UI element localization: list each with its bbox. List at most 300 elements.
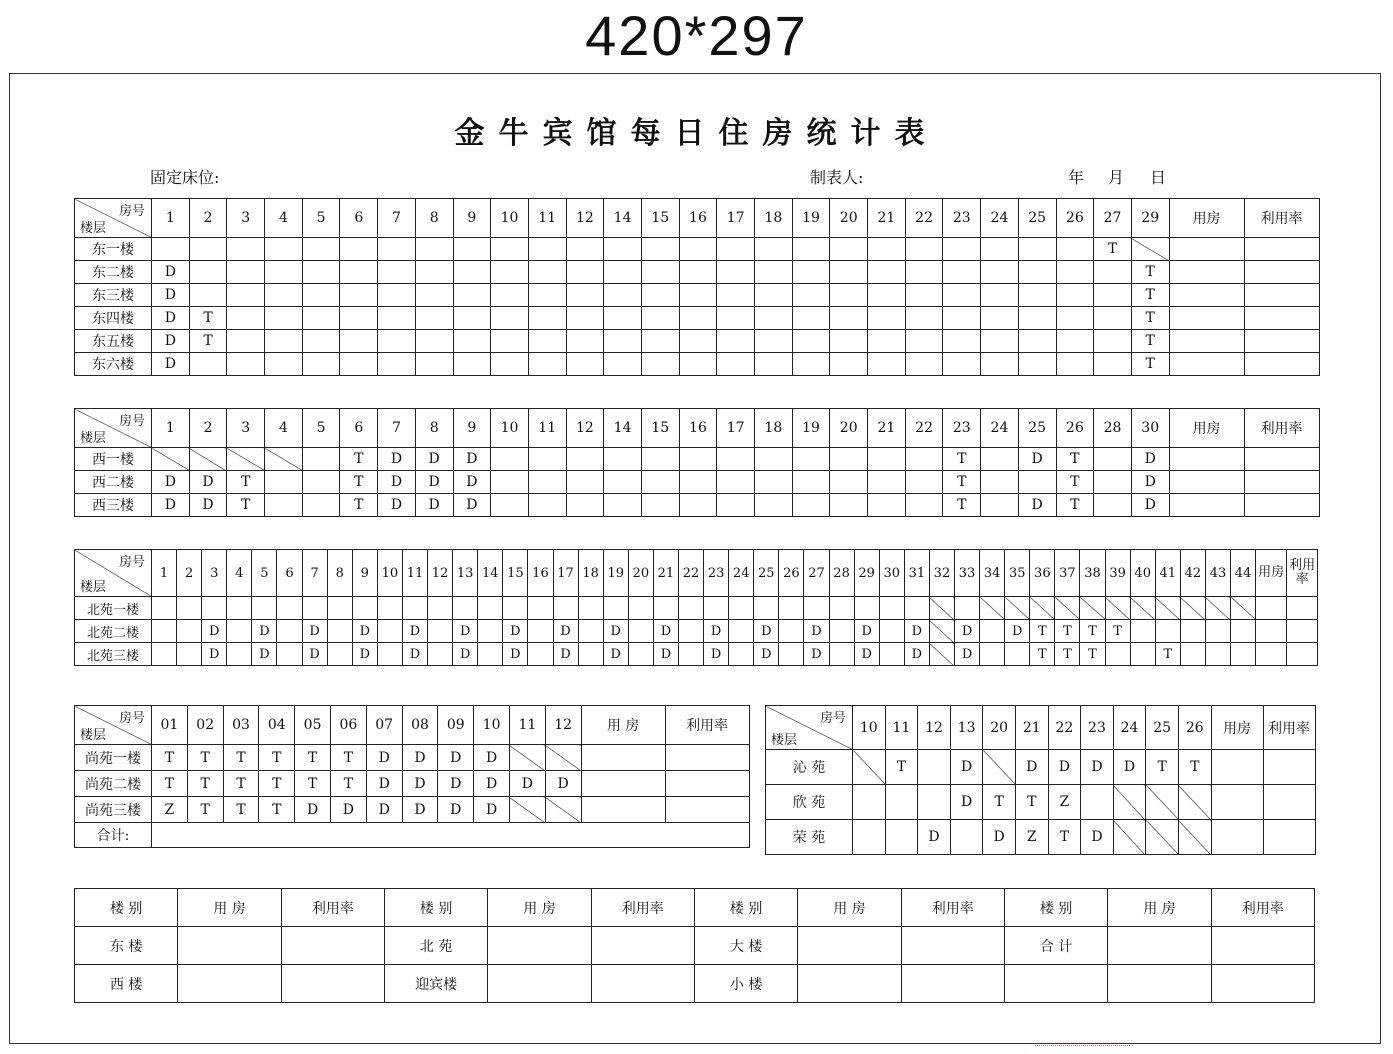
room-status-cell: T <box>1131 284 1169 307</box>
room-number-header: 17 <box>553 550 578 597</box>
room-status-cell <box>152 597 177 620</box>
room-number-header: 13 <box>950 706 983 750</box>
room-status-cell <box>604 353 642 376</box>
blocked-cell <box>509 745 545 771</box>
floor-name: 西三楼 <box>75 494 152 517</box>
room-status-cell <box>604 471 642 494</box>
table-row <box>766 750 1316 785</box>
summary-header-cell: 用 房 <box>1108 889 1211 927</box>
summary-cell <box>1211 965 1314 1003</box>
room-status-cell <box>302 284 340 307</box>
room-number-header: 11 <box>528 199 566 238</box>
room-status-cell: D <box>1081 820 1114 855</box>
table-row <box>75 797 750 823</box>
room-status-cell <box>566 330 604 353</box>
size-label: 420*297 <box>585 4 808 67</box>
summary-cell: 小 楼 <box>694 965 797 1003</box>
room-status-cell <box>981 353 1019 376</box>
room-status-cell <box>641 448 679 471</box>
room-status-cell <box>679 238 717 261</box>
room-status-cell: D <box>950 750 983 785</box>
room-number-header: 25 <box>1018 199 1056 238</box>
room-status-cell <box>415 353 453 376</box>
room-status-cell <box>792 471 830 494</box>
east-building-table <box>74 198 1320 376</box>
room-number-header: 28 <box>829 550 854 597</box>
room-number-header: 12 <box>566 409 604 448</box>
occupancy-rate-cell <box>1244 330 1319 353</box>
floor-label: 楼层 <box>80 431 107 446</box>
floor-name: 东一楼 <box>75 238 152 261</box>
room-status-cell <box>528 238 566 261</box>
room-status-cell <box>415 261 453 284</box>
blocked-cell <box>1055 597 1080 620</box>
room-status-cell <box>378 353 416 376</box>
room-status-cell <box>566 284 604 307</box>
room-status-cell <box>327 643 352 666</box>
room-status-cell <box>943 238 981 261</box>
rooms-used-cell <box>1169 238 1244 261</box>
room-status-cell <box>905 261 943 284</box>
room-status-cell <box>327 597 352 620</box>
room-status-cell <box>528 261 566 284</box>
summary-header-cell: 楼 别 <box>384 889 487 927</box>
room-number-header: 5 <box>302 409 340 448</box>
blocked-cell <box>1105 597 1130 620</box>
room-status-cell <box>227 597 252 620</box>
blocked-cell <box>545 797 581 823</box>
room-status-cell <box>641 284 679 307</box>
room-status-cell <box>302 494 340 517</box>
table-row <box>75 745 750 771</box>
room-status-cell <box>604 284 642 307</box>
table-row <box>75 238 1320 261</box>
summary-cell <box>1211 927 1314 965</box>
room-number-header: 38 <box>1080 550 1105 597</box>
room-status-cell: D <box>1015 750 1048 785</box>
room-status-cell <box>717 448 755 471</box>
room-status-cell: D <box>453 643 478 666</box>
floor-name: 东二楼 <box>75 261 152 284</box>
room-status-cell: D <box>653 620 678 643</box>
room-status-cell <box>453 597 478 620</box>
room-number-header: 14 <box>604 409 642 448</box>
room-number-header: 32 <box>929 550 954 597</box>
room-status-cell: T <box>227 494 265 517</box>
summary-cell <box>281 927 384 965</box>
room-status-cell <box>378 261 416 284</box>
room-status-cell: D <box>1131 448 1169 471</box>
room-status-cell <box>302 448 340 471</box>
room-status-cell <box>1205 643 1230 666</box>
room-number-header: 40 <box>1130 550 1155 597</box>
room-status-cell <box>604 238 642 261</box>
room-status-cell: T <box>1056 471 1094 494</box>
room-status-cell <box>604 494 642 517</box>
room-status-cell <box>905 307 943 330</box>
room-number-header: 19 <box>792 199 830 238</box>
blocked-cell <box>1178 820 1211 855</box>
rooms-used-cell <box>1211 820 1263 855</box>
room-status-cell <box>1094 261 1132 284</box>
room-number-header: 23 <box>943 199 981 238</box>
room-status-cell <box>868 471 906 494</box>
room-status-cell <box>905 353 943 376</box>
table-row <box>75 597 1318 620</box>
blocked-cell <box>1205 597 1230 620</box>
room-number-header: 05 <box>295 706 331 745</box>
room-status-cell <box>604 330 642 353</box>
room-status-cell <box>177 643 202 666</box>
room-number-header: 20 <box>830 199 868 238</box>
room-status-cell <box>755 471 793 494</box>
room-status-cell <box>1056 307 1094 330</box>
room-status-cell <box>302 471 340 494</box>
blocked-cell <box>929 643 954 666</box>
room-status-cell <box>377 643 402 666</box>
room-status-cell: T <box>1131 353 1169 376</box>
room-status-cell <box>528 471 566 494</box>
room-status-cell <box>792 284 830 307</box>
room-status-cell <box>302 238 340 261</box>
room-status-cell <box>566 238 604 261</box>
room-number-header: 29 <box>854 550 879 597</box>
room-status-cell <box>578 620 603 643</box>
room-status-cell <box>717 238 755 261</box>
blocked-cell <box>1155 597 1180 620</box>
room-number-header: 16 <box>679 409 717 448</box>
floor-label: 楼层 <box>771 733 798 748</box>
room-status-cell <box>830 353 868 376</box>
room-status-cell <box>943 261 981 284</box>
room-status-cell <box>1056 330 1094 353</box>
table-row <box>766 785 1316 820</box>
room-status-cell: D <box>202 643 227 666</box>
room-status-cell <box>1094 330 1132 353</box>
room-status-cell <box>340 330 378 353</box>
summary-cell <box>901 927 1004 965</box>
room-status-cell <box>503 597 528 620</box>
room-number-header: 3 <box>202 550 227 597</box>
north-garden-table <box>74 549 1318 666</box>
room-status-cell: T <box>330 745 366 771</box>
room-number-header: 10 <box>853 706 886 750</box>
blocked-cell <box>1146 820 1179 855</box>
room-status-cell <box>755 494 793 517</box>
room-number-header: 23 <box>1081 706 1114 750</box>
room-status-cell <box>227 284 265 307</box>
room-number-header: 09 <box>438 706 474 745</box>
room-status-cell <box>1180 620 1205 643</box>
room-status-cell: T <box>1080 643 1105 666</box>
occupancy-rate-cell <box>1287 620 1318 643</box>
room-status-cell: D <box>378 448 416 471</box>
room-status-cell <box>678 620 703 643</box>
room-number-header: 14 <box>478 550 503 597</box>
room-status-cell <box>415 307 453 330</box>
rooms-used-cell <box>1256 597 1287 620</box>
blocked-cell <box>189 448 227 471</box>
room-status-cell <box>918 785 951 820</box>
room-status-cell <box>1155 620 1180 643</box>
room-status-cell <box>528 620 553 643</box>
room-status-cell <box>227 330 265 353</box>
room-number-header: 20 <box>830 409 868 448</box>
room-number-header: 04 <box>259 706 295 745</box>
room-number-header: 27 <box>804 550 829 597</box>
room-number-header: 8 <box>327 550 352 597</box>
room-status-cell <box>1018 261 1056 284</box>
room-status-cell <box>277 643 302 666</box>
room-number-header: 3 <box>227 409 265 448</box>
room-status-cell <box>453 238 491 261</box>
room-status-cell <box>528 448 566 471</box>
room-status-cell <box>717 261 755 284</box>
room-status-cell: T <box>1131 330 1169 353</box>
room-status-cell <box>981 330 1019 353</box>
room-status-cell: D <box>330 797 366 823</box>
room-status-cell <box>1005 643 1030 666</box>
room-status-cell: D <box>378 494 416 517</box>
occupancy-rate-cell <box>1263 785 1315 820</box>
room-status-cell <box>641 238 679 261</box>
room-status-cell <box>491 471 529 494</box>
room-status-cell <box>377 620 402 643</box>
room-status-cell <box>981 284 1019 307</box>
room-status-cell <box>227 261 265 284</box>
room-number-header: 7 <box>378 199 416 238</box>
table-row <box>75 353 1320 376</box>
room-number-header: 37 <box>1055 550 1080 597</box>
room-number-label: 房号 <box>118 555 145 570</box>
blocked-cell <box>265 448 303 471</box>
rooms-used-cell <box>1211 785 1263 820</box>
summary-header-cell: 利用率 <box>1211 889 1314 927</box>
summary-cell <box>1004 965 1107 1003</box>
rooms-used-cell <box>1169 307 1244 330</box>
table-row <box>766 820 1316 855</box>
room-status-cell <box>792 330 830 353</box>
room-status-cell <box>1018 330 1056 353</box>
room-number-header: 39 <box>1105 550 1130 597</box>
floor-name: 东六楼 <box>75 353 152 376</box>
room-number-header: 6 <box>340 409 378 448</box>
rooms-used-header: 用房 <box>1169 409 1244 448</box>
occupancy-rate-header: 利用率 <box>665 706 749 745</box>
blocked-cell <box>980 597 1005 620</box>
rooms-used-cell <box>1169 330 1244 353</box>
room-status-cell: D <box>152 471 190 494</box>
room-status-cell <box>566 494 604 517</box>
room-number-header: 4 <box>265 199 303 238</box>
table-row <box>75 307 1320 330</box>
room-status-cell: T <box>1178 750 1211 785</box>
rooms-used-header: 用房 <box>1169 199 1244 238</box>
room-status-cell <box>302 261 340 284</box>
room-status-cell <box>604 261 642 284</box>
floor-name: 东五楼 <box>75 330 152 353</box>
room-status-cell <box>653 597 678 620</box>
summary-cell <box>281 965 384 1003</box>
room-status-cell <box>717 494 755 517</box>
room-number-header: 8 <box>415 199 453 238</box>
room-status-cell <box>905 448 943 471</box>
occupancy-rate-cell <box>665 771 749 797</box>
room-status-cell: D <box>352 643 377 666</box>
gardens-table <box>765 705 1316 855</box>
room-number-header: 24 <box>729 550 754 597</box>
room-status-cell <box>1231 620 1256 643</box>
room-status-cell <box>453 307 491 330</box>
summary-cell <box>901 965 1004 1003</box>
occupancy-rate-cell <box>1244 238 1319 261</box>
room-status-cell <box>755 238 793 261</box>
room-status-cell: T <box>1080 620 1105 643</box>
room-number-header: 21 <box>868 199 906 238</box>
room-number-header: 2 <box>189 199 227 238</box>
room-status-cell <box>415 238 453 261</box>
summary-cell: 西 楼 <box>75 965 178 1003</box>
room-status-cell <box>879 620 904 643</box>
summary-cell <box>1108 965 1211 1003</box>
rooms-used-cell <box>1169 261 1244 284</box>
room-number-header: 23 <box>704 550 729 597</box>
occupancy-rate-cell <box>665 797 749 823</box>
summary-header-cell: 利用率 <box>281 889 384 927</box>
table-row <box>75 284 1320 307</box>
room-status-cell <box>528 494 566 517</box>
room-status-cell: D <box>603 620 628 643</box>
room-number-header: 1 <box>152 550 177 597</box>
room-status-cell: Z <box>1015 820 1048 855</box>
room-status-cell <box>453 284 491 307</box>
room-status-cell <box>755 307 793 330</box>
room-number-header: 11 <box>528 409 566 448</box>
room-status-cell <box>152 238 190 261</box>
corner-header-cell <box>75 199 152 238</box>
room-status-cell: T <box>885 750 918 785</box>
blocked-cell <box>1113 785 1146 820</box>
room-number-header: 9 <box>453 409 491 448</box>
room-number-header: 22 <box>905 409 943 448</box>
room-status-cell <box>1094 284 1132 307</box>
room-number-header: 11 <box>509 706 545 745</box>
room-status-cell <box>729 643 754 666</box>
room-status-cell: T <box>340 494 378 517</box>
room-status-cell <box>453 261 491 284</box>
floor-name: 尚苑三楼 <box>75 797 152 823</box>
room-status-cell: D <box>302 620 327 643</box>
room-status-cell <box>1180 643 1205 666</box>
room-status-cell: T <box>189 307 227 330</box>
room-status-cell <box>528 353 566 376</box>
blocked-cell <box>509 797 545 823</box>
room-status-cell <box>1081 785 1114 820</box>
room-status-cell: D <box>202 620 227 643</box>
occupancy-rate-cell <box>1244 448 1319 471</box>
room-number-header: 21 <box>868 409 906 448</box>
room-status-cell <box>980 620 1005 643</box>
room-status-cell: D <box>453 494 491 517</box>
blocked-cell <box>853 750 886 785</box>
room-status-cell <box>679 284 717 307</box>
occupancy-rate-header: 利用率 <box>1244 199 1319 238</box>
table-row <box>75 330 1320 353</box>
room-number-header: 21 <box>653 550 678 597</box>
room-number-header: 07 <box>366 706 402 745</box>
room-status-cell <box>641 353 679 376</box>
room-status-cell <box>853 820 886 855</box>
blocked-cell <box>1030 597 1055 620</box>
room-status-cell <box>265 471 303 494</box>
day-label: 日 <box>1150 168 1167 187</box>
room-status-cell <box>679 471 717 494</box>
room-status-cell: T <box>330 771 366 797</box>
room-status-cell <box>566 261 604 284</box>
room-status-cell: D <box>438 745 474 771</box>
blocked-cell <box>983 750 1016 785</box>
room-status-cell <box>227 620 252 643</box>
room-status-cell <box>779 643 804 666</box>
room-number-header: 13 <box>453 550 478 597</box>
room-number-header: 35 <box>1005 550 1030 597</box>
floor-name: 沁 苑 <box>766 750 853 785</box>
room-status-cell <box>830 330 868 353</box>
room-status-cell <box>1018 238 1056 261</box>
room-status-cell <box>302 353 340 376</box>
blocked-cell <box>1180 597 1205 620</box>
room-status-cell <box>604 448 642 471</box>
room-number-header: 42 <box>1180 550 1205 597</box>
table-row <box>75 261 1320 284</box>
room-status-cell: T <box>223 771 259 797</box>
room-number-header: 26 <box>779 550 804 597</box>
room-status-cell <box>566 353 604 376</box>
room-status-cell <box>879 643 904 666</box>
room-status-cell: T <box>1131 261 1169 284</box>
room-status-cell <box>378 307 416 330</box>
room-status-cell <box>1094 307 1132 330</box>
room-status-cell <box>340 261 378 284</box>
room-status-cell <box>868 307 906 330</box>
room-status-cell <box>428 620 453 643</box>
room-status-cell: D <box>804 643 829 666</box>
room-number-header: 30 <box>1131 409 1169 448</box>
room-status-cell <box>678 597 703 620</box>
room-status-cell <box>265 353 303 376</box>
room-status-cell: T <box>1048 820 1081 855</box>
room-status-cell: D <box>402 643 427 666</box>
month-label: 月 <box>1108 168 1125 187</box>
room-status-cell: D <box>402 771 438 797</box>
room-status-cell <box>981 448 1019 471</box>
corner-header-cell <box>75 550 152 597</box>
room-number-header: 20 <box>628 550 653 597</box>
room-status-cell <box>628 643 653 666</box>
room-status-cell: T <box>227 471 265 494</box>
room-status-cell: D <box>854 643 879 666</box>
room-status-cell <box>868 261 906 284</box>
floor-name: 尚苑一楼 <box>75 745 152 771</box>
room-status-cell <box>755 261 793 284</box>
room-status-cell <box>905 494 943 517</box>
room-status-cell: D <box>189 471 227 494</box>
room-status-cell <box>792 238 830 261</box>
room-status-cell <box>885 820 918 855</box>
room-status-cell <box>830 471 868 494</box>
room-status-cell <box>378 330 416 353</box>
room-status-cell <box>603 597 628 620</box>
